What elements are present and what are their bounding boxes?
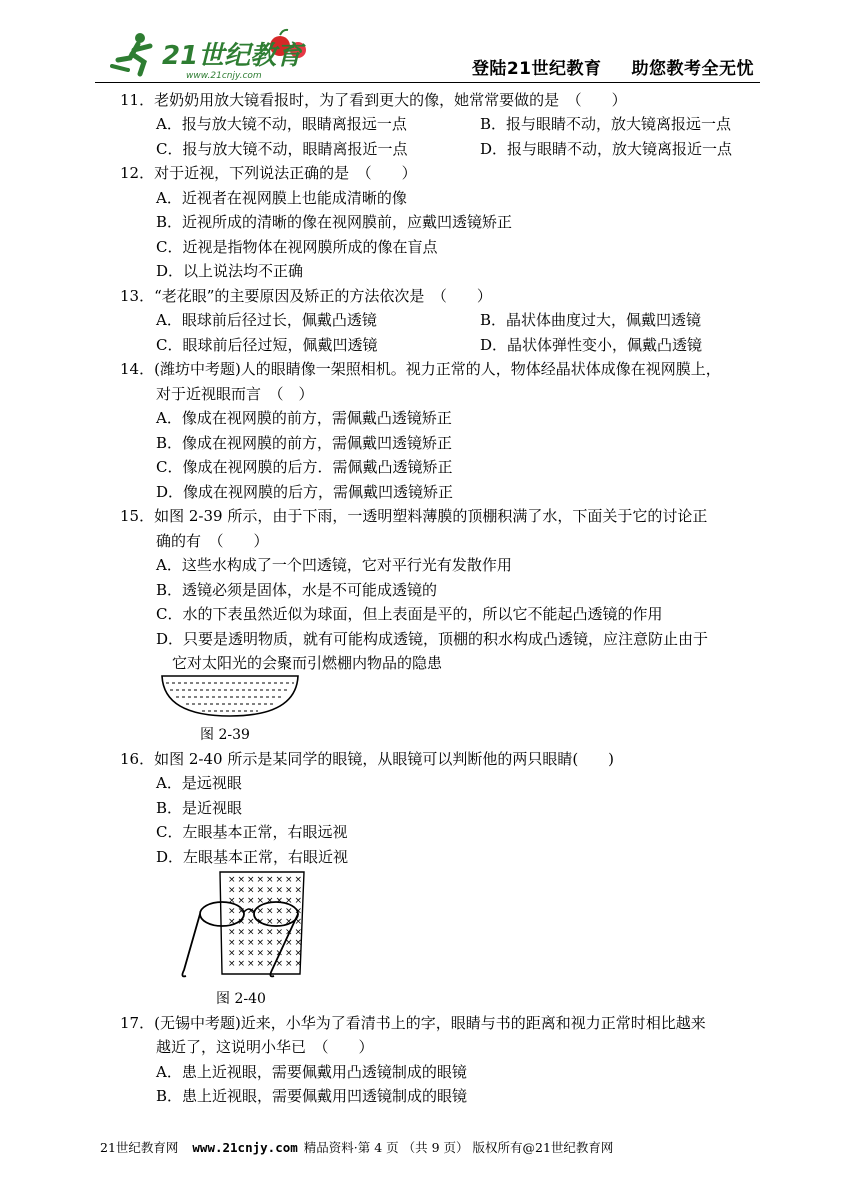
- svg-text:×: ×: [285, 959, 293, 969]
- svg-text:×: ×: [247, 959, 255, 969]
- q14-option-a: A．像成在视网膜的前方，需佩戴凸透镜矫正: [156, 409, 452, 427]
- svg-text:×: ×: [294, 948, 303, 959]
- svg-text:×: ×: [247, 896, 255, 906]
- question-12-stem: 12．对于近视，下列说法正确的是 （ ）: [120, 164, 417, 182]
- svg-text:×: ×: [247, 938, 255, 948]
- svg-text:×: ×: [285, 885, 293, 896]
- svg-text:×: ×: [294, 959, 303, 969]
- svg-text:×: ×: [247, 875, 255, 885]
- svg-text:×: ×: [228, 896, 236, 906]
- svg-text:×: ×: [294, 906, 303, 917]
- svg-text:×: ×: [266, 917, 274, 927]
- footer-site: 21世纪教育网: [100, 1140, 179, 1155]
- svg-text:×: ×: [228, 948, 236, 959]
- svg-text:×: ×: [294, 938, 303, 948]
- svg-text:×: ×: [256, 885, 265, 896]
- q17-option-a: A．患上近视眼，需要佩戴用凸透镜制成的眼镜: [156, 1063, 467, 1081]
- svg-text:×: ×: [237, 896, 246, 906]
- svg-text:×: ×: [285, 917, 293, 927]
- svg-text:×: ×: [228, 927, 236, 938]
- svg-text:×: ×: [266, 885, 274, 896]
- svg-text:×: ×: [294, 896, 303, 906]
- footer-info: 精品资料·第 4 页 （共 9 页） 版权所有@21世纪教育网: [303, 1140, 614, 1155]
- q11-option-c: C．报与放大镜不动，眼睛离报近一点: [156, 140, 408, 158]
- svg-text:×: ×: [275, 959, 284, 969]
- svg-text:×: ×: [266, 927, 274, 938]
- q16-option-b: B．是近视眼: [156, 799, 243, 817]
- svg-text:×: ×: [275, 885, 284, 896]
- figure-2-39-caption: 图 2-39: [200, 727, 250, 743]
- q15-option-b: B．透镜必须是固体，水是不可能成透镜的: [156, 581, 438, 599]
- question-11-stem: 11．老奶奶用放大镜看报时，为了看到更大的像，她常常要做的是 （ ）: [120, 91, 627, 109]
- figure-2-39-water-roof: [160, 672, 300, 720]
- q12-option-d: D．以上说法均不正确: [156, 262, 304, 280]
- svg-text:×: ×: [237, 906, 246, 917]
- svg-text:×: ×: [275, 906, 284, 917]
- svg-text:×: ×: [275, 896, 284, 906]
- svg-text:×: ×: [228, 938, 236, 948]
- svg-text:×: ×: [275, 917, 284, 927]
- slogan-right: 助您教考全无忧: [631, 59, 754, 79]
- svg-text:×: ×: [294, 927, 303, 938]
- svg-text:×: ×: [266, 948, 274, 959]
- site-logo[interactable]: [110, 26, 310, 82]
- q12-option-a: A．近视者在视网膜上也能成清晰的像: [156, 189, 407, 207]
- svg-text:×: ×: [275, 927, 284, 938]
- svg-text:×: ×: [294, 885, 303, 896]
- svg-text:×: ×: [256, 959, 265, 969]
- q13-option-d: D．晶状体弹性变小，佩戴凸透镜: [480, 336, 703, 354]
- q13-option-c: C．眼球前后径过短，佩戴凹透镜: [156, 336, 378, 354]
- runner-icon: [112, 33, 150, 74]
- svg-text:×: ×: [275, 948, 284, 959]
- figure-2-40-glasses: [176, 870, 316, 986]
- svg-text:×: ×: [266, 938, 274, 948]
- svg-text:×: ×: [256, 906, 265, 917]
- svg-text:×: ×: [228, 917, 236, 927]
- question-14-stem-line1: 14．(潍坊中考题)人的眼睛像一架照相机。视力正常的人，物体经晶状体成像在视网膜上，: [120, 360, 721, 378]
- q16-option-c: C．左眼基本正常，右眼远视: [156, 823, 348, 841]
- q15-option-c: C．水的下表虽然近似为球面，但上表面是平的，所以它不能起凸透镜的作用: [156, 605, 663, 623]
- svg-text:×: ×: [247, 906, 255, 917]
- question-15-stem-line1: 15．如图 2-39 所示，由于下雨，一透明塑料薄膜的顶棚积满了水，下面关于它的讨论正: [120, 507, 708, 525]
- svg-text:×: ×: [237, 875, 246, 885]
- svg-text:×: ×: [237, 885, 246, 896]
- svg-text:×: ×: [294, 875, 303, 885]
- svg-text:×: ×: [266, 906, 274, 917]
- page-footer: [100, 1138, 760, 1156]
- figure-2-40-caption: 图 2-40: [216, 991, 266, 1007]
- svg-text:×: ×: [285, 948, 293, 959]
- question-16-stem: 16．如图 2-40 所示是某同学的眼镜，从眼镜可以判断他的两只眼睛( ): [120, 750, 615, 768]
- svg-text:×: ×: [247, 885, 255, 896]
- q15-option-a: A．这些水构成了一个凹透镜，它对平行光有发散作用: [156, 556, 512, 574]
- page-header: [95, 20, 760, 83]
- q13-option-b: B．晶状体曲度过大，佩戴凹透镜: [480, 311, 702, 329]
- q12-option-c: C．近视是指物体在视网膜所成的像在盲点: [156, 238, 438, 256]
- question-15-stem-line2: 确的有 （ ）: [156, 532, 269, 550]
- q11-option-a: A．报与放大镜不动，眼睛离报远一点: [156, 115, 407, 133]
- svg-text:×: ×: [294, 917, 303, 927]
- svg-text:×: ×: [256, 938, 265, 948]
- q16-option-d: D．左眼基本正常，右眼近视: [156, 848, 349, 866]
- svg-text:×: ×: [228, 885, 236, 896]
- svg-text:×: ×: [256, 927, 265, 938]
- svg-text:×: ×: [237, 948, 246, 959]
- q14-option-d: D．像成在视网膜的后方，需佩戴凹透镜矫正: [156, 483, 454, 501]
- svg-text:×: ×: [285, 875, 293, 885]
- q14-option-c: C．像成在视网膜的后方．需佩戴凸透镜矫正: [156, 458, 453, 476]
- question-17-stem-line2: 越近了，这说明小华已 （ ）: [156, 1038, 374, 1056]
- q17-option-b: B．患上近视眼，需要佩戴用凹透镜制成的眼镜: [156, 1087, 468, 1105]
- svg-text:×: ×: [285, 896, 293, 906]
- slogan-left: 登陆21世纪教育: [471, 59, 602, 79]
- svg-text:×: ×: [247, 948, 255, 959]
- svg-text:×: ×: [285, 927, 293, 938]
- svg-text:×: ×: [275, 875, 284, 885]
- question-17-stem-line1: 17．(无锡中考题)近来，小华为了看清书上的字，眼睛与书的距离和视力正常时相比越来: [120, 1014, 706, 1032]
- svg-text:×: ×: [256, 896, 265, 906]
- svg-text:×: ×: [285, 938, 293, 948]
- q16-option-a: A．是远视眼: [156, 774, 242, 792]
- svg-text:×: ×: [237, 917, 246, 927]
- svg-text:×: ×: [266, 896, 274, 906]
- svg-text:×: ×: [247, 917, 255, 927]
- svg-text:×: ×: [275, 938, 284, 948]
- q15-option-d-line2: 它对太阳光的会聚而引燃棚内物品的隐患: [172, 654, 443, 672]
- svg-text:×: ×: [266, 875, 274, 885]
- svg-text:×: ×: [256, 917, 265, 927]
- q13-option-a: A．眼球前后径过长，佩戴凸透镜: [156, 311, 377, 329]
- q12-option-b: B．近视所成的清晰的像在视网膜前，应戴凹透镜矫正: [156, 213, 513, 231]
- svg-text:×: ×: [228, 906, 236, 917]
- svg-text:×: ×: [237, 927, 246, 938]
- svg-text:×: ×: [256, 948, 265, 959]
- svg-text:×: ×: [237, 959, 246, 969]
- svg-text:×: ×: [256, 875, 265, 885]
- question-13-stem: 13．“老花眼”的主要原因及矫正的方法依次是 （ ）: [120, 287, 492, 305]
- svg-text:21世纪教育: 21世纪教育: [162, 41, 303, 71]
- q14-option-b: B．像成在视网膜的前方，需佩戴凹透镜矫正: [156, 434, 453, 452]
- svg-text:×: ×: [285, 906, 293, 917]
- svg-text:×: ×: [228, 875, 236, 885]
- svg-text:×: ×: [228, 959, 236, 969]
- footer-url-link[interactable]: www.21cnjy.com: [192, 1140, 298, 1155]
- q11-option-b: B．报与眼睛不动，放大镜离报远一点: [480, 115, 732, 133]
- q15-option-d-line1: D．只要是透明物质，就有可能构成透镜，顶棚的积水构成凸透镜，应注意防止由于: [156, 630, 709, 648]
- svg-text:×: ×: [266, 959, 274, 969]
- svg-text:×: ×: [247, 927, 255, 938]
- question-14-stem-line2: 对于近视眼而言 （ ）: [156, 385, 314, 403]
- svg-text:www.21cnjy.com: www.21cnjy.com: [186, 71, 262, 81]
- svg-text:×: ×: [237, 938, 246, 948]
- q11-option-d: D．报与眼睛不动，放大镜离报近一点: [480, 140, 733, 158]
- header-slogan: [472, 54, 754, 79]
